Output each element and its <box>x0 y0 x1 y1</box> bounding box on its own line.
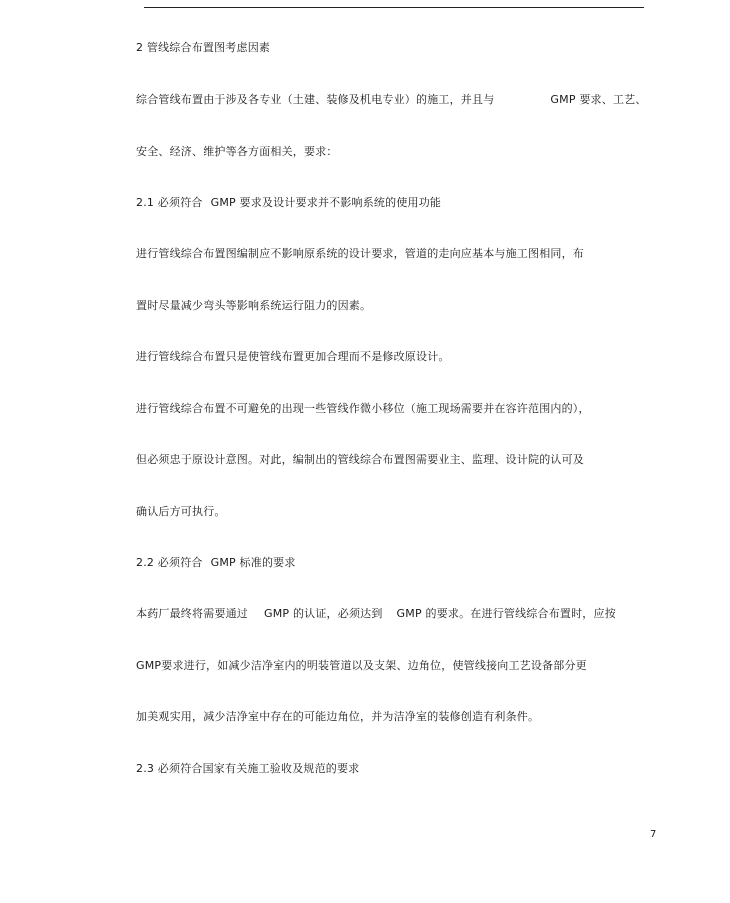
paragraph-1-line-1-text-a: 综合管线布置由于涉及各专业（土建、装修及机电专业）的施工，并且与 <box>136 93 495 106</box>
section-2-2-paragraph-1-line-1-text-b: GMP 的认证，必须达到 <box>264 607 383 620</box>
section-2-2-paragraph-1-line-1-text-a: 本药厂最终将需要通过 <box>136 607 248 620</box>
section-2-1-heading-text-b: GMP 要求及设计要求并不影响系统的使用功能 <box>210 196 442 209</box>
section-2-2-heading <box>136 556 296 570</box>
section-2-1-paragraph-3-line-3 <box>136 505 226 519</box>
paragraph-1-line-2-text: 安全、经济、维护等各方面相关，要求： <box>136 145 338 158</box>
section-2-2-heading-text-a: 2.2 必须符合 <box>136 556 203 569</box>
section-2-3-heading <box>136 762 359 776</box>
section-2-1-paragraph-1-line-2 <box>136 299 371 313</box>
section-2-2-paragraph-1-line-1-text-c: GMP 的要求。在进行管线综合布置时，应按 <box>396 607 616 620</box>
section-2-1-paragraph-1-line-2-text: 置时尽量减少弯头等影响系统运行阻力的因素。 <box>136 299 372 312</box>
section-2-2-paragraph-1-line-3-text: 加美观实用，减少洁净室中存在的可能边角位，并为洁净室的装修创造有利条件。 <box>136 710 540 723</box>
section-2-1-paragraph-3-line-3-text: 确认后方可执行。 <box>136 505 226 518</box>
section-2-1-paragraph-3-line-2-text: 但必须忠于原设计意图。对此，编制出的管线综合布置图需要业主、监理、设计院的认可及 <box>136 453 584 466</box>
section-2-heading-text: 2 管线综合布置图考虑因素 <box>136 41 271 54</box>
section-2-1-paragraph-2 <box>136 350 450 364</box>
page-number: 7 <box>650 829 657 840</box>
section-2-1-paragraph-1-line-1-text: 进行管线综合布置图编制应不影响原系统的设计要求，管道的走向应基本与施工图相同，布 <box>136 247 584 260</box>
section-2-heading <box>136 41 270 55</box>
section-2-2-paragraph-1-line-1 <box>136 607 616 621</box>
paragraph-1-line-1 <box>136 93 647 107</box>
section-2-1-heading <box>136 196 441 210</box>
header-rule <box>144 7 644 8</box>
section-2-1-paragraph-3-line-1 <box>136 402 590 416</box>
section-2-1-paragraph-3-line-1-text: 进行管线综合布置不可避免的出现一些管线作微小移位（施工现场需要并在容许范围内的）， <box>136 402 590 415</box>
section-2-3-heading-text: 2.3 必须符合国家有关施工验收及规范的要求 <box>136 762 360 775</box>
paragraph-1-line-1-text-b: GMP 要求、工艺、 <box>550 93 647 106</box>
section-2-2-paragraph-1-line-2-text: GMP要求进行，如减少洁净室内的明装管道以及支架、边角位，使管线接向工艺设备部分更 <box>136 659 587 672</box>
section-2-2-paragraph-1-line-2 <box>136 659 587 673</box>
section-2-1-heading-text-a: 2.1 必须符合 <box>136 196 203 209</box>
paragraph-1-line-2 <box>136 145 338 159</box>
section-2-2-heading-text-b: GMP 标准的要求 <box>210 556 296 569</box>
section-2-1-paragraph-1-line-1 <box>136 247 584 261</box>
section-2-2-paragraph-1-line-3 <box>136 710 539 724</box>
section-2-1-paragraph-2-text: 进行管线综合布置只是使管线布置更加合理而不是修改原设计。 <box>136 350 450 363</box>
section-2-1-paragraph-3-line-2 <box>136 453 584 467</box>
